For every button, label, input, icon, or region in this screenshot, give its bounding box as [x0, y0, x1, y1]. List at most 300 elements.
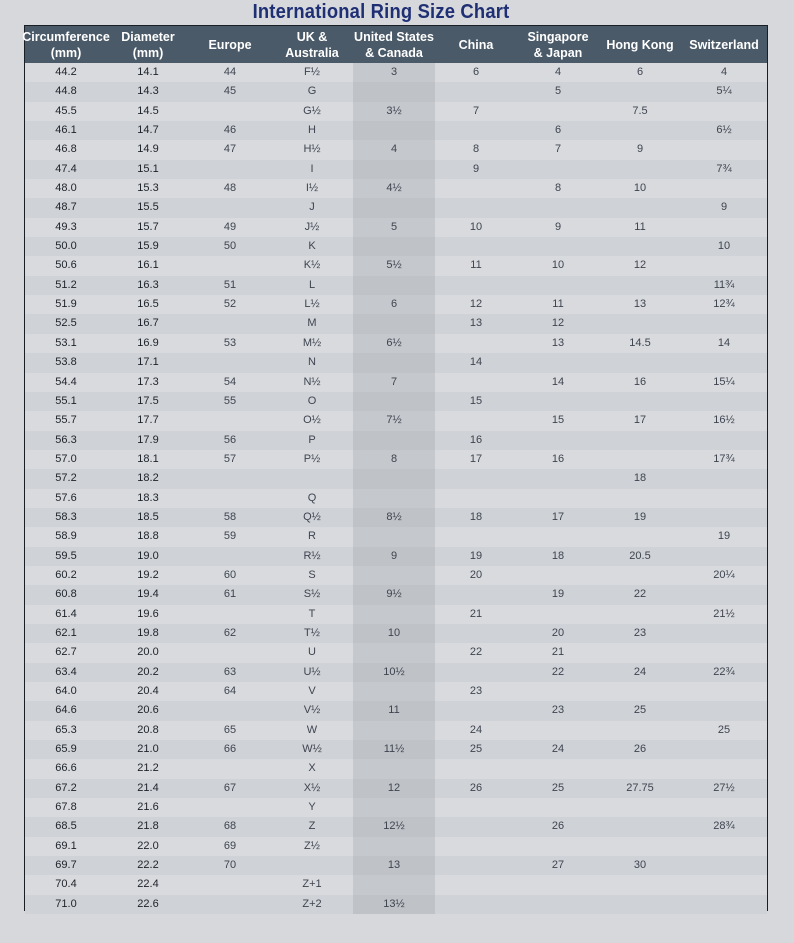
cell-china: 10	[469, 220, 483, 233]
cell-diameter: 17.9	[107, 431, 189, 450]
cell-switzerland	[681, 875, 767, 894]
cell-switzerland: 17¾	[713, 452, 735, 465]
cell-singapore-japan: 20	[517, 624, 599, 643]
cell-singapore-japan: 24	[517, 740, 599, 759]
cell-china	[435, 759, 517, 778]
cell-circumference: 46.8	[55, 143, 77, 156]
cell-switzerland: 22¾	[681, 663, 767, 682]
cell-hong-kong: 6	[636, 66, 644, 78]
cell-uk-australia: Z+2	[271, 895, 353, 914]
cell-china	[435, 585, 517, 604]
cell-europe	[189, 759, 271, 778]
cell-hong-kong	[599, 721, 681, 740]
cell-singapore-japan: 15	[551, 414, 565, 427]
cell-switzerland	[681, 740, 767, 759]
cell-us-canada	[353, 798, 435, 817]
cell-uk-australia: W	[306, 723, 318, 736]
cell-us-canada: 6	[353, 295, 435, 314]
cell-circumference: 52.5	[25, 314, 107, 333]
column-header-china: China	[458, 38, 494, 52]
cell-diameter: 18.8	[137, 530, 159, 543]
cell-singapore-japan: 18	[517, 547, 599, 566]
cell-circumference: 66.6	[55, 762, 77, 775]
cell-china	[435, 817, 517, 836]
cell-circumference: 54.4	[55, 375, 77, 388]
cell-circumference: 51.2	[25, 276, 107, 295]
cell-europe: 63	[189, 663, 271, 682]
cell-singapore-japan	[517, 895, 599, 914]
cell-singapore-japan	[517, 837, 599, 856]
cell-europe: 66	[189, 740, 271, 759]
cell-uk-australia: Z+1	[302, 878, 322, 891]
cell-circumference: 69.1	[55, 839, 77, 852]
cell-diameter: 15.7	[137, 220, 159, 233]
cell-china	[435, 373, 517, 392]
cell-singapore-japan	[517, 605, 599, 624]
cell-diameter: 17.5	[107, 392, 189, 411]
cell-singapore-japan	[517, 527, 599, 546]
cell-europe	[189, 875, 271, 894]
cell-hong-kong	[599, 817, 681, 836]
cell-hong-kong	[599, 605, 681, 624]
cell-europe	[189, 314, 271, 333]
cell-singapore-japan: 13	[551, 336, 565, 349]
cell-us-canada: 4½	[353, 179, 435, 198]
cell-europe: 56	[189, 431, 271, 450]
cell-china: 8	[472, 143, 480, 156]
cell-hong-kong: 22	[599, 585, 681, 604]
cell-us-canada	[353, 392, 435, 411]
cell-singapore-japan: 4	[554, 66, 562, 78]
cell-us-canada	[353, 721, 435, 740]
cell-us-canada	[353, 643, 435, 662]
cell-hong-kong: 19	[599, 508, 681, 527]
cell-switzerland	[681, 624, 767, 643]
cell-china	[435, 489, 517, 508]
cell-us-canada	[353, 160, 435, 179]
cell-circumference: 61.4	[55, 607, 77, 620]
cell-uk-australia	[271, 856, 353, 875]
cell-china	[435, 798, 517, 817]
cell-circumference: 62.7	[55, 646, 77, 659]
cell-circumference: 45.5	[55, 104, 77, 117]
cell-circumference: 46.1	[25, 121, 107, 140]
cell-europe: 62	[189, 624, 271, 643]
cell-circumference: 67.8	[55, 801, 77, 814]
cell-singapore-japan: 16	[551, 452, 565, 465]
cell-us-canada	[353, 198, 435, 217]
cell-uk-australia: P	[271, 431, 353, 450]
cell-europe	[189, 701, 271, 720]
cell-singapore-japan	[517, 353, 599, 372]
cell-hong-kong: 24	[599, 663, 681, 682]
cell-china: 24	[469, 723, 483, 736]
cell-switzerland: 4	[720, 66, 728, 78]
cell-uk-australia: W½	[271, 740, 353, 759]
cell-china	[435, 527, 517, 546]
cell-singapore-japan: 26	[517, 817, 599, 836]
cell-singapore-japan: 27	[517, 856, 599, 875]
cell-hong-kong	[599, 82, 681, 101]
cell-us-canada: 10	[353, 624, 435, 643]
cell-uk-australia: R½	[271, 547, 353, 566]
cell-circumference: 56.3	[25, 431, 107, 450]
cell-diameter: 21.2	[137, 762, 159, 775]
cell-switzerland	[681, 759, 767, 778]
cell-hong-kong	[599, 489, 681, 508]
cell-diameter: 19.4	[107, 585, 189, 604]
cell-china	[435, 837, 517, 856]
cell-singapore-japan	[517, 682, 599, 701]
cell-europe: 64	[223, 685, 237, 697]
cell-china	[435, 624, 517, 643]
cell-circumference: 58.3	[25, 508, 107, 527]
cell-switzerland	[681, 585, 767, 604]
cell-us-canada: 8½	[353, 508, 435, 527]
cell-switzerland	[681, 701, 767, 720]
cell-circumference: 65.3	[55, 723, 77, 736]
column-header-uk-australia: UK & Australia	[285, 30, 339, 60]
cell-circumference: 51.9	[55, 298, 77, 311]
cell-diameter: 20.6	[107, 701, 189, 720]
cell-europe	[189, 605, 271, 624]
cell-europe: 65	[223, 723, 237, 736]
cell-singapore-japan: 22	[517, 663, 599, 682]
cell-diameter: 18.1	[137, 452, 159, 465]
cell-singapore-japan: 5	[517, 82, 599, 101]
cell-hong-kong	[599, 895, 681, 914]
cell-switzerland	[681, 682, 767, 701]
cell-switzerland: 14	[717, 336, 731, 349]
cell-us-canada: 5	[353, 218, 435, 237]
cell-switzerland: 6½	[681, 121, 767, 140]
cell-circumference: 68.5	[25, 817, 107, 836]
cell-switzerland	[681, 489, 767, 508]
column-header-circumference: Circumference (mm)	[22, 30, 110, 60]
column-header-switzerland: Switzerland	[689, 38, 759, 52]
cell-switzerland	[681, 102, 767, 121]
cell-uk-australia: M½	[302, 336, 322, 349]
cell-switzerland	[681, 256, 767, 275]
cell-switzerland: 20¼	[713, 568, 735, 581]
cell-switzerland	[681, 314, 767, 333]
cell-circumference: 57.6	[55, 491, 77, 504]
cell-china: 25	[435, 740, 517, 759]
cell-china: 17	[469, 452, 483, 465]
cell-europe	[189, 198, 271, 217]
cell-china: 16	[435, 431, 517, 450]
cell-us-canada	[353, 353, 435, 372]
cell-china: 20	[469, 568, 483, 581]
cell-hong-kong: 9	[636, 143, 644, 156]
cell-europe: 50	[189, 237, 271, 256]
table-body	[25, 63, 767, 914]
cell-uk-australia: Q	[307, 491, 317, 504]
cell-circumference: 50.6	[55, 259, 77, 272]
cell-singapore-japan	[517, 875, 599, 894]
cell-uk-australia: O½	[303, 414, 321, 427]
cell-europe	[189, 353, 271, 372]
cell-europe	[189, 547, 271, 566]
cell-china: 19	[435, 547, 517, 566]
cell-hong-kong: 13	[633, 298, 647, 311]
cell-uk-australia: X	[308, 762, 316, 775]
cell-circumference: 57.2	[25, 469, 107, 488]
cell-hong-kong	[599, 450, 681, 469]
cell-hong-kong	[599, 798, 681, 817]
cell-switzerland: 27½	[681, 779, 767, 798]
cell-hong-kong	[599, 392, 681, 411]
cell-circumference: 48.7	[25, 198, 107, 217]
cell-diameter: 14.7	[107, 121, 189, 140]
cell-diameter: 15.1	[107, 160, 189, 179]
cell-circumference: 71.0	[25, 895, 107, 914]
cell-diameter: 16.5	[137, 298, 159, 311]
cell-china: 23	[469, 685, 483, 697]
cell-china: 9	[435, 160, 517, 179]
cell-europe: 53	[223, 336, 237, 349]
cell-singapore-japan: 8	[554, 182, 562, 195]
cell-china: 26	[435, 779, 517, 798]
cell-singapore-japan: 7	[554, 143, 562, 156]
cell-singapore-japan: 23	[517, 701, 599, 720]
cell-switzerland: 15¼	[713, 375, 735, 388]
cell-singapore-japan	[517, 276, 599, 295]
cell-diameter: 18.2	[107, 469, 189, 488]
cell-us-canada	[353, 875, 435, 894]
cell-diameter: 20.0	[137, 646, 159, 659]
cell-us-canada	[353, 837, 435, 856]
cell-europe: 47	[223, 143, 237, 156]
cell-singapore-japan: 17	[517, 508, 599, 527]
cell-europe: 52	[223, 298, 237, 311]
cell-uk-australia: Z	[271, 817, 353, 836]
cell-hong-kong	[599, 682, 681, 701]
cell-uk-australia: Z½	[304, 839, 320, 852]
cell-us-canada	[353, 276, 435, 295]
cell-switzerland: 5¼	[681, 82, 767, 101]
cell-us-canada	[353, 682, 435, 701]
cell-china: 11	[470, 259, 482, 272]
cell-circumference: 49.3	[55, 220, 77, 233]
cell-us-canada: 10½	[353, 663, 435, 682]
cell-circumference: 63.4	[25, 663, 107, 682]
cell-hong-kong	[599, 875, 681, 894]
cell-us-canada: 11	[353, 701, 435, 720]
cell-hong-kong	[599, 276, 681, 295]
cell-china	[435, 663, 517, 682]
cell-uk-australia: Q½	[271, 508, 353, 527]
cell-china: 22	[469, 646, 483, 659]
cell-hong-kong	[599, 160, 681, 179]
cell-china	[435, 82, 517, 101]
cell-hong-kong	[599, 566, 681, 585]
cell-diameter: 21.0	[107, 740, 189, 759]
cell-diameter: 22.0	[137, 839, 159, 852]
cell-uk-australia: N½	[303, 375, 321, 388]
column-header-singapore-japan: Singapore & Japan	[527, 30, 589, 60]
cell-hong-kong: 27.75	[599, 779, 681, 798]
cell-diameter: 14.9	[137, 143, 159, 156]
cell-singapore-japan: 19	[517, 585, 599, 604]
cell-diameter: 21.6	[137, 801, 159, 814]
cell-uk-australia: K	[271, 237, 353, 256]
cell-circumference: 48.0	[55, 182, 77, 195]
cell-china	[435, 875, 517, 894]
cell-switzerland	[681, 547, 767, 566]
cell-uk-australia: J½	[304, 220, 320, 233]
cell-switzerland	[681, 179, 767, 198]
cell-circumference: 64.0	[55, 685, 77, 697]
cell-uk-australia: L½	[304, 298, 320, 311]
cell-hong-kong: 14.5	[629, 336, 651, 349]
cell-europe: 51	[189, 276, 271, 295]
cell-us-canada: 13½	[353, 895, 435, 914]
cell-diameter: 16.1	[137, 259, 159, 272]
cell-hong-kong: 26	[599, 740, 681, 759]
column-header-hong-kong: Hong Kong	[606, 38, 674, 52]
cell-singapore-japan	[517, 392, 599, 411]
cell-us-canada	[353, 237, 435, 256]
cell-hong-kong	[599, 353, 681, 372]
cell-diameter: 21.8	[107, 817, 189, 836]
cell-diameter: 19.2	[137, 568, 159, 581]
cell-uk-australia: I½	[305, 182, 319, 195]
cell-switzerland	[681, 431, 767, 450]
cell-diameter: 20.8	[137, 723, 159, 736]
cell-uk-australia: V½	[271, 701, 353, 720]
cell-circumference: 67.2	[25, 779, 107, 798]
cell-uk-australia: S½	[271, 585, 353, 604]
cell-china	[435, 701, 517, 720]
cell-singapore-japan	[517, 566, 599, 585]
cell-europe	[189, 469, 271, 488]
cell-uk-australia: J	[271, 198, 353, 217]
cell-china: 18	[435, 508, 517, 527]
cell-uk-australia: G	[271, 82, 353, 101]
cell-europe: 59	[223, 530, 237, 543]
cell-circumference: 69.7	[25, 856, 107, 875]
cell-switzerland: 28¾	[681, 817, 767, 836]
cell-singapore-japan: 9	[554, 220, 562, 233]
cell-switzerland	[681, 856, 767, 875]
cell-china	[435, 469, 517, 488]
cell-diameter: 16.3	[107, 276, 189, 295]
cell-diameter: 17.7	[137, 414, 159, 427]
cell-us-canada	[353, 605, 435, 624]
column-header-diameter: Diameter (mm)	[121, 30, 175, 60]
cell-europe	[189, 256, 271, 275]
cell-singapore-japan	[517, 102, 599, 121]
cell-europe: 58	[189, 508, 271, 527]
cell-china: 21	[469, 607, 483, 620]
cell-europe: 70	[189, 856, 271, 875]
cell-china	[435, 237, 517, 256]
cell-diameter: 20.2	[107, 663, 189, 682]
cell-europe: 61	[189, 585, 271, 604]
cell-switzerland: 11¾	[681, 276, 767, 295]
cell-us-canada	[353, 314, 435, 333]
cell-us-canada: 8	[353, 450, 435, 469]
cell-us-canada: 7½	[353, 411, 435, 430]
cell-diameter: 17.3	[137, 375, 159, 388]
cell-switzerland: 21½	[713, 607, 735, 620]
cell-diameter: 19.0	[107, 547, 189, 566]
cell-diameter: 16.9	[137, 336, 159, 349]
cell-hong-kong: 20.5	[599, 547, 681, 566]
cell-hong-kong: 7.5	[632, 104, 648, 117]
cell-diameter: 15.5	[107, 198, 189, 217]
cell-us-canada	[353, 527, 435, 546]
cell-diameter: 22.2	[107, 856, 189, 875]
cell-china	[435, 334, 517, 353]
cell-diameter: 18.3	[137, 491, 159, 504]
cell-us-canada	[353, 431, 435, 450]
cell-diameter: 14.3	[107, 82, 189, 101]
cell-uk-australia: T	[308, 607, 316, 620]
page-title: International Ring Size Chart	[252, 1, 510, 23]
cell-singapore-japan	[517, 489, 599, 508]
cell-circumference: 55.7	[55, 414, 77, 427]
cell-diameter: 15.3	[137, 182, 159, 195]
cell-europe: 48	[223, 182, 237, 195]
cell-hong-kong	[599, 314, 681, 333]
table-header	[22, 26, 767, 63]
cell-uk-australia: I	[271, 160, 353, 179]
cell-circumference: 60.8	[25, 585, 107, 604]
cell-diameter: 18.5	[107, 508, 189, 527]
cell-us-canada: 7	[353, 373, 435, 392]
cell-hong-kong	[599, 237, 681, 256]
cell-us-canada: 3	[353, 63, 435, 82]
cell-circumference: 55.1	[25, 392, 107, 411]
cell-hong-kong	[599, 431, 681, 450]
cell-us-canada: 5½	[353, 256, 435, 275]
cell-china: 6	[472, 66, 480, 78]
ring-size-table	[24, 25, 768, 911]
cell-hong-kong	[599, 643, 681, 662]
cell-switzerland	[681, 140, 767, 159]
cell-switzerland: 10	[681, 237, 767, 256]
cell-diameter: 22.4	[137, 878, 159, 891]
cell-diameter: 17.1	[107, 353, 189, 372]
cell-diameter: 22.6	[107, 895, 189, 914]
cell-switzerland	[681, 353, 767, 372]
cell-uk-australia: P½	[303, 452, 321, 465]
cell-europe	[189, 643, 271, 662]
cell-circumference: 53.1	[55, 336, 77, 349]
cell-us-canada	[353, 82, 435, 101]
cell-singapore-japan	[517, 759, 599, 778]
cell-hong-kong: 30	[599, 856, 681, 875]
cell-us-canada: 11½	[353, 740, 435, 759]
cell-china: 7	[472, 104, 480, 117]
cell-singapore-japan	[517, 160, 599, 179]
cell-switzerland: 25	[717, 723, 731, 736]
cell-singapore-japan	[517, 431, 599, 450]
cell-circumference: 57.0	[55, 452, 77, 465]
column-header-europe: Europe	[208, 38, 252, 52]
column-header-us-canada: United States & Canada	[354, 30, 434, 60]
cell-hong-kong	[599, 837, 681, 856]
cell-china: 15	[435, 392, 517, 411]
cell-switzerland	[681, 508, 767, 527]
cell-uk-australia: M	[271, 314, 353, 333]
cell-diameter: 14.1	[137, 66, 159, 78]
cell-switzerland: 16½	[713, 414, 735, 427]
cell-uk-australia	[271, 469, 353, 488]
cell-us-canada: 6½	[353, 334, 435, 353]
